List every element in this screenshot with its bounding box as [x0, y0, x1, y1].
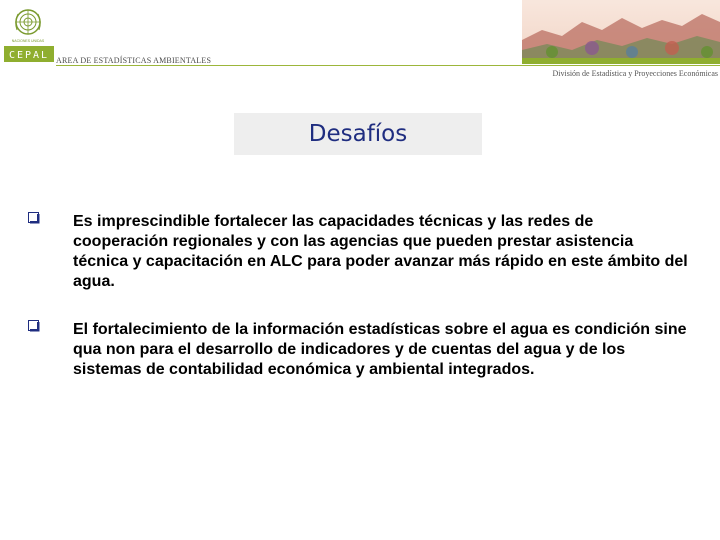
bullet-text-1: Es imprescindible fortalecer las capacidades técnicas y las redes de cooperación regionales y con las agencias que pueden prestar asistencia técnica y capacitación en ALC para poder avanzar más rápido en este ámbito del agua.: [73, 213, 688, 290]
header-banner-image: [522, 0, 720, 64]
checkbox-bullet-icon: [28, 212, 40, 224]
title-box: [234, 113, 482, 155]
un-logo-icon: [8, 4, 48, 44]
division-label: División de Estadística y Proyecciones Económicas: [552, 69, 718, 78]
cepal-logo: [4, 46, 54, 62]
svg-text:NACIONES UNIDAS: NACIONES UNIDAS: [11, 39, 45, 43]
slide-title: Desafíos: [308, 121, 408, 147]
checkbox-bullet-icon: [28, 320, 40, 332]
bullet-text-2: El fortalecimiento de la información estadísticas sobre el agua es condición sine qua non para el desarrollo de indicadores y de cuentas del agua y de los sistemas de contabilidad económica y ambiental integrados.: [73, 321, 687, 378]
area-title: AREA DE ESTADÍSTICAS AMBIENTALES: [56, 56, 212, 65]
header-divider: [56, 65, 720, 66]
svg-text:CEPAL: CEPAL: [8, 50, 50, 61]
